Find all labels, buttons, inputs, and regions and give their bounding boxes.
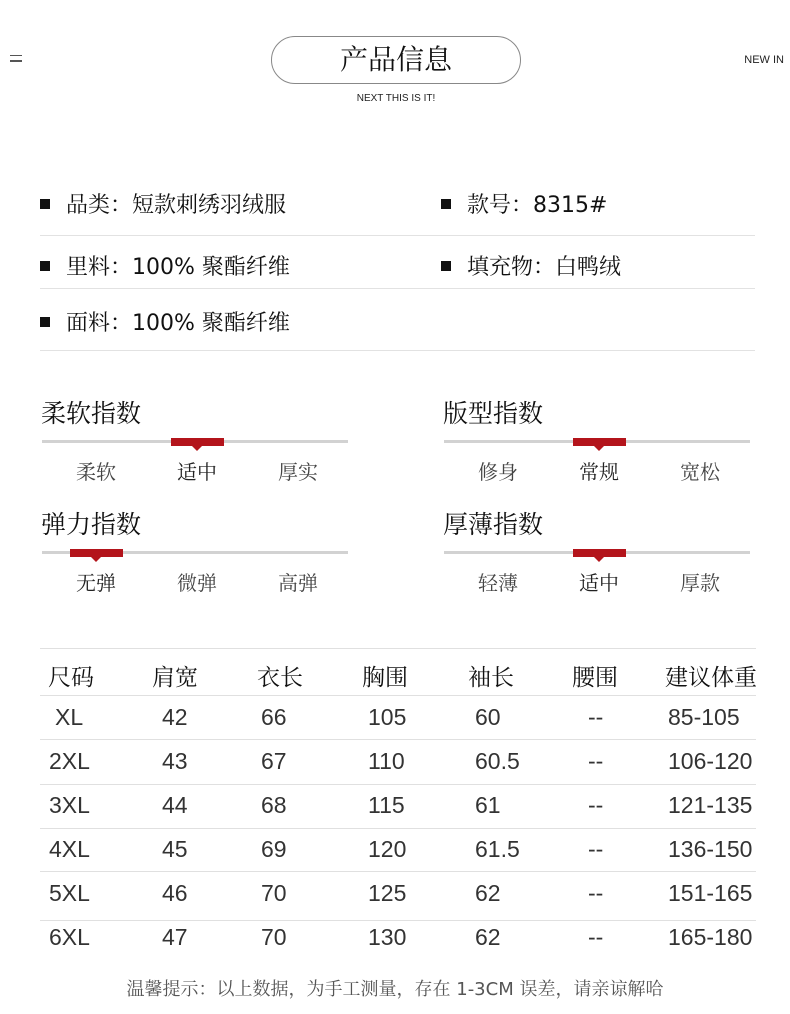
- table-cell: --: [588, 704, 604, 730]
- table-cell: 70: [261, 880, 287, 906]
- table-cell: 68: [261, 792, 287, 818]
- thickness-index-level: 轻薄: [478, 571, 518, 595]
- stretch-index-level: 无弹: [76, 571, 116, 595]
- table-cell: 130: [368, 924, 407, 950]
- table-cell: 60.5: [475, 748, 520, 774]
- divider: [40, 235, 755, 236]
- table-cell: 70: [261, 924, 287, 950]
- table-divider: [40, 871, 756, 872]
- table-divider: [40, 695, 756, 696]
- table-cell: 62: [475, 924, 501, 950]
- table-cell: 105: [368, 704, 407, 730]
- table-divider: [40, 920, 756, 921]
- table-cell: --: [588, 836, 604, 862]
- table-cell: 125: [368, 880, 407, 906]
- table-header-cell: 胸围: [362, 665, 408, 691]
- info-style-no: [441, 188, 607, 219]
- table-divider: [40, 739, 756, 740]
- thickness-index-title: 厚薄指数: [443, 510, 544, 539]
- table-cell: 165-180: [668, 924, 753, 950]
- info-fabric: [40, 306, 290, 337]
- info-category: [40, 188, 286, 219]
- table-cell: 115: [368, 792, 405, 818]
- table-cell: 85-105: [668, 704, 740, 730]
- table-cell: --: [588, 792, 604, 818]
- table-cell: 66: [261, 704, 287, 730]
- table-header-cell: 尺码: [48, 665, 94, 691]
- table-cell: XL: [55, 704, 84, 730]
- thickness-index-level: 厚款: [680, 571, 720, 595]
- info-style-no-text: 款号：8315#: [467, 193, 608, 218]
- softness-index-level: 厚实: [278, 460, 318, 484]
- table-cell: 6XL: [49, 924, 90, 950]
- table-cell: 106-120: [668, 748, 753, 774]
- table-divider: [40, 784, 756, 785]
- table-header-cell: 肩宽: [152, 665, 198, 691]
- table-divider: [40, 648, 756, 649]
- menu-icon[interactable]: [10, 55, 22, 63]
- softness-index-title: 柔软指数: [41, 399, 142, 428]
- table-cell: --: [588, 880, 604, 906]
- softness-index-marker: [171, 438, 224, 446]
- bullet-icon: [40, 317, 50, 327]
- table-cell: 46: [162, 880, 188, 906]
- table-cell: 61: [475, 792, 501, 818]
- thickness-index-marker: [573, 549, 626, 557]
- table-cell: 47: [162, 924, 188, 950]
- bullet-icon: [441, 199, 451, 209]
- table-cell: --: [588, 748, 604, 774]
- stretch-index-title: 弹力指数: [41, 510, 142, 539]
- stretch-index-marker: [70, 549, 123, 557]
- stretch-index-level: 微弹: [177, 571, 217, 595]
- info-fabric-text: 面料：100% 聚酯纤维: [66, 311, 290, 336]
- table-cell: 120: [368, 836, 407, 862]
- table-cell: 151-165: [668, 880, 753, 906]
- footer-note: 温馨提示：以上数据，为手工测量，存在 1-3CM 误差，请亲谅解哈: [126, 979, 664, 1000]
- table-cell: 43: [162, 748, 188, 774]
- table-cell: 60: [475, 704, 501, 730]
- table-header-cell: 建议体重: [665, 665, 757, 691]
- info-category-text: 品类：短款刺绣羽绒服: [66, 193, 287, 218]
- thickness-index-level: 适中: [579, 571, 619, 595]
- table-cell: 62: [475, 880, 501, 906]
- table-cell: 110: [368, 748, 405, 774]
- info-filling-text: 填充物：白鸭绒: [467, 255, 622, 280]
- stretch-index-level: 高弹: [278, 571, 318, 595]
- table-cell: 3XL: [49, 792, 90, 818]
- table-header-cell: 衣长: [257, 665, 303, 691]
- table-cell: 4XL: [49, 836, 90, 862]
- fit-index-level: 修身: [478, 460, 518, 484]
- fit-index-level: 常规: [579, 460, 619, 484]
- table-cell: 69: [261, 836, 287, 862]
- new-in-link[interactable]: NEW IN: [744, 54, 784, 66]
- table-cell: 45: [162, 836, 188, 862]
- fit-index-marker: [573, 438, 626, 446]
- table-header-cell: 袖长: [468, 665, 514, 691]
- bullet-icon: [441, 261, 451, 271]
- table-cell: 42: [162, 704, 188, 730]
- table-cell: 121-135: [668, 792, 753, 818]
- table-cell: 5XL: [49, 880, 90, 906]
- table-cell: 44: [162, 792, 188, 818]
- fit-index-title: 版型指数: [443, 399, 544, 428]
- divider: [40, 288, 755, 289]
- bullet-icon: [40, 199, 50, 209]
- table-cell: 2XL: [49, 748, 90, 774]
- info-lining: [40, 250, 290, 281]
- softness-index-level: 柔软: [76, 460, 116, 484]
- table-header-cell: 腰围: [572, 665, 618, 691]
- fit-index-level: 宽松: [680, 460, 720, 484]
- table-cell: --: [588, 924, 604, 950]
- table-cell: 67: [261, 748, 287, 774]
- table-divider: [40, 828, 756, 829]
- page-title: 产品信息: [271, 36, 521, 84]
- bullet-icon: [40, 261, 50, 271]
- softness-index-level: 适中: [177, 460, 217, 484]
- info-filling: [441, 250, 621, 281]
- divider: [40, 350, 755, 351]
- info-lining-text: 里料：100% 聚酯纤维: [66, 255, 290, 280]
- table-cell: 61.5: [475, 836, 520, 862]
- table-cell: 136-150: [668, 836, 753, 862]
- page-subtitle: NEXT THIS IS IT!: [356, 93, 436, 104]
